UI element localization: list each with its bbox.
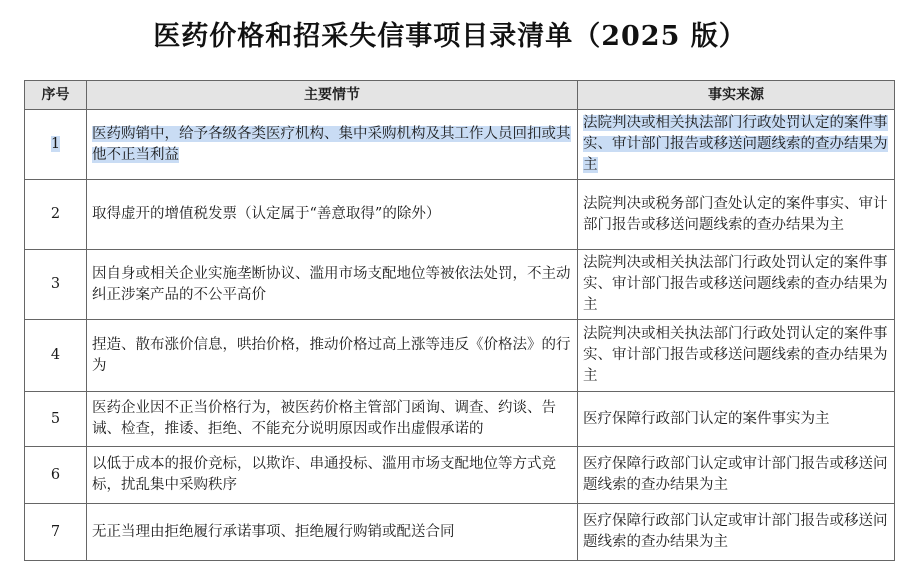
- row-fact-source-text[interactable]: 法院判决或相关执法部门行政处罚认定的案件事实、审计部门报告或移送问题线索的查办结果为主: [583, 115, 888, 173]
- row-number-text[interactable]: 1: [50, 136, 61, 152]
- row-main-plot: 以低于成本的报价竞标，以欺诈、串通投标、滥用市场支配地位等方式竞标，扰乱集中采购秩序: [87, 447, 578, 504]
- row-number: 6: [25, 447, 87, 504]
- row-number: 4: [25, 320, 87, 392]
- row-main-plot: 捏造、散布涨价信息，哄抬价格，推动价格过高上涨等违反《价格法》的行为: [87, 320, 578, 392]
- header-fact-source: 事实来源: [578, 81, 895, 110]
- table-row: [25, 180, 895, 250]
- header-main-plot: 主要情节: [87, 81, 578, 110]
- table-row: [25, 447, 895, 504]
- row-main-plot: 取得虚开的增值税发票（认定属于“善意取得”的除外）: [87, 180, 578, 250]
- row-number: 2: [25, 180, 87, 250]
- row-main-plot: 无正当理由拒绝履行承诺事项、拒绝履行购销或配送合同: [87, 504, 578, 561]
- table-header-row: [25, 81, 895, 110]
- row-number: 3: [25, 250, 87, 320]
- row-number: 5: [25, 392, 87, 447]
- row-main-plot: [87, 110, 578, 180]
- row-fact-source: 法院判决或税务部门查处认定的案件事实、审计部门报告或移送问题线索的查办结果为主: [578, 180, 895, 250]
- row-fact-source: 医疗保障行政部门认定的案件事实为主: [578, 392, 895, 447]
- row-number: 7: [25, 504, 87, 561]
- catalog-table: [24, 80, 895, 561]
- row-number: [25, 110, 87, 180]
- row-main-plot-text[interactable]: 医药购销中，给予各级各类医疗机构、集中采购机构及其工作人员回扣或其他不正当利益: [92, 125, 571, 163]
- row-fact-source: 法院判决或相关执法部门行政处罚认定的案件事实、审计部门报告或移送问题线索的查办结果为主: [578, 320, 895, 392]
- header-number: 序号: [25, 81, 87, 110]
- page-title: 医药价格和招采失信事项目录清单（2025 版）: [153, 21, 747, 52]
- row-fact-source: 医疗保障行政部门认定或审计部门报告或移送问题线索的查办结果为主: [578, 504, 895, 561]
- row-main-plot: 因自身或相关企业实施垄断协议、滥用市场支配地位等被依法处罚，不主动纠正涉案产品的不公平高价: [87, 250, 578, 320]
- row-fact-source: 法院判决或相关执法部门行政处罚认定的案件事实、审计部门报告或移送问题线索的查办结果为主: [578, 250, 895, 320]
- table-row: [25, 250, 895, 320]
- table-row: [25, 110, 895, 180]
- row-main-plot: 医药企业因不正当价格行为，被医药价格主管部门函询、调查、约谈、告诫、检查，推诿、拒绝、不能充分说明原因或作出虚假承诺的: [87, 392, 578, 447]
- row-fact-source: [578, 110, 895, 180]
- table-row: [25, 320, 895, 392]
- table-row: [25, 392, 895, 447]
- row-fact-source: 医疗保障行政部门认定或审计部门报告或移送问题线索的查办结果为主: [578, 447, 895, 504]
- table-row: [25, 504, 895, 561]
